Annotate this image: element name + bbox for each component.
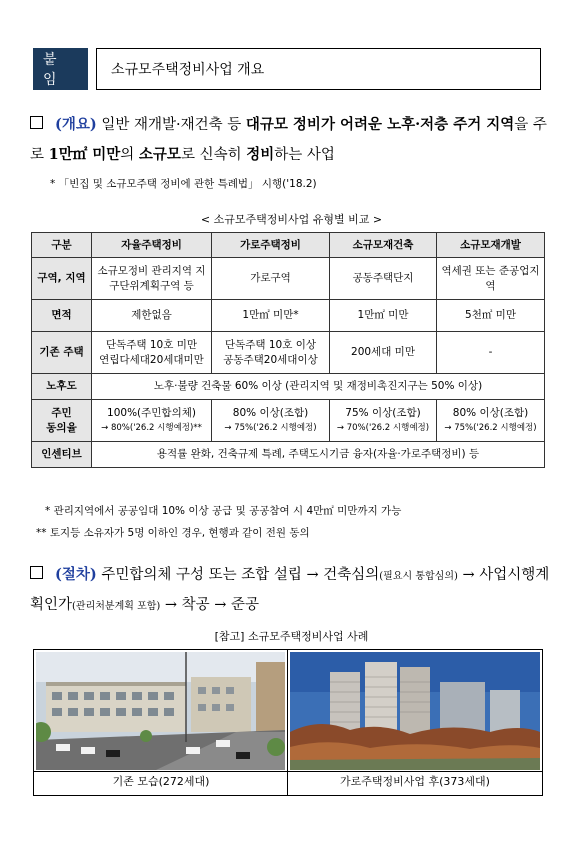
table-row bbox=[32, 332, 545, 374]
overview-bold: 1만㎡ 미만 bbox=[48, 146, 121, 163]
photo-caption: 가로주택정비사업 후(373세대) bbox=[340, 775, 490, 788]
overview-label: (개요) bbox=[55, 116, 97, 133]
row-header: 인센티브 bbox=[32, 442, 92, 468]
reference-caption: [참고] 소규모주택정비사업 사례 bbox=[214, 630, 369, 643]
cell-line: 단독주택 10호 미만 bbox=[105, 338, 198, 351]
procedure-label: (절차) bbox=[55, 566, 97, 583]
cell-line: → 75%('26.2 시행예정) bbox=[444, 422, 537, 433]
procedure-section bbox=[30, 560, 550, 621]
cell-line: → 80%('26.2 시행예정)** bbox=[101, 422, 202, 433]
overview-text: 하는 사업 bbox=[274, 147, 335, 163]
cell-line: 80% 이상(조합) bbox=[452, 406, 529, 419]
cell-line: → 75%('26.2 시행예정) bbox=[224, 422, 317, 433]
table-row bbox=[32, 442, 545, 468]
row-header-line: 동의율 bbox=[46, 421, 77, 434]
table-caption: < 소규모주택정비사업 유형별 비교 > bbox=[200, 213, 383, 226]
table-cell: 5천㎡ 미만 bbox=[437, 300, 545, 332]
procedure-text: → 사업시행계획인가 bbox=[30, 567, 550, 613]
table-cell bbox=[212, 400, 330, 442]
header-title: 소규모주택정비사업 개요 bbox=[96, 48, 541, 90]
table-cell: 1만㎡ 미만 bbox=[330, 300, 437, 332]
table-header: 가로주택정비 bbox=[212, 233, 330, 258]
table-cell: 공동주택단지 bbox=[330, 258, 437, 300]
overview-bold: 소규모 bbox=[138, 146, 181, 163]
old-apartment-photo-icon bbox=[36, 652, 285, 770]
table-header: 구분 bbox=[32, 233, 92, 258]
row-header: 기존 주택 bbox=[32, 332, 92, 374]
row-header: 구역, 지역 bbox=[32, 258, 92, 300]
table-cell: 노후·불량 건축물 60% 이상 (관리지역 및 재정비촉진지구는 50% 이상) bbox=[92, 374, 545, 400]
photo-frame bbox=[33, 649, 543, 796]
overview-bold: 정비 bbox=[246, 146, 275, 163]
table-row bbox=[32, 400, 545, 442]
overview-section bbox=[30, 110, 550, 170]
table-cell: 가로구역 bbox=[212, 258, 330, 300]
cell-line: 연립다세대20세대미만 bbox=[99, 353, 204, 366]
law-note: * 「빈집 및 소규모주택 정비에 관한 특례법」 시행('18.2) bbox=[50, 178, 317, 190]
table-cell bbox=[92, 332, 212, 374]
comparison-table bbox=[31, 232, 545, 468]
overview-text: 로 신속히 bbox=[180, 147, 247, 163]
header bbox=[33, 48, 541, 90]
table-cell bbox=[437, 400, 545, 442]
row-header: 노후도 bbox=[32, 374, 92, 400]
attachment-tag: 붙 임 bbox=[33, 48, 88, 90]
table-cell: 제한없음 bbox=[92, 300, 212, 332]
row-header-line: 주민 bbox=[51, 406, 72, 419]
overview-text: 일반 재개발·재건축 등 bbox=[96, 117, 246, 133]
table-row bbox=[32, 258, 545, 300]
table-header-row bbox=[32, 233, 545, 258]
table-cell: 200세대 미만 bbox=[330, 332, 437, 374]
photo-caption: 기존 모습(272세대) bbox=[112, 775, 210, 788]
table-cell: 용적률 완화, 건축규제 특례, 주택도시기금 융자(자율·가로주택정비) 등 bbox=[92, 442, 545, 468]
procedure-text: → 착공 → 준공 bbox=[160, 597, 260, 613]
table-cell: 소규모정비 관리지역 지구단위계획구역 등 bbox=[92, 258, 212, 300]
table-header: 소규모재개발 bbox=[437, 233, 545, 258]
cell-line: 80% 이상(조합) bbox=[232, 406, 309, 419]
procedure-text: 주민합의체 구성 또는 조합 설립 → 건축심의 bbox=[96, 567, 380, 583]
footnote: ** 토지등 소유자가 5명 이하인 경우, 현행과 같이 전원 동의 bbox=[36, 527, 310, 539]
procedure-note: (필요시 통합심의) bbox=[379, 571, 458, 582]
checkbox-square-icon bbox=[30, 116, 43, 129]
procedure-note: (관리처분계획 포함) bbox=[72, 601, 161, 612]
table-cell bbox=[212, 332, 330, 374]
checkbox-square-icon bbox=[30, 566, 43, 579]
overview-bold: 대규모 정비가 어려운 노후·저층 주거 지역 bbox=[245, 116, 515, 133]
row-header: 면적 bbox=[32, 300, 92, 332]
cell-line: 100%(주민합의체) bbox=[107, 406, 196, 419]
cell-line: → 70%('26.2 시행예정) bbox=[336, 422, 430, 433]
new-apartment-photo-icon bbox=[290, 652, 540, 770]
table-cell: 1만㎡ 미만* bbox=[212, 300, 330, 332]
footnote: * 관리지역에서 공공임대 10% 이상 공급 및 공공참여 시 4만㎡ 미만까지 가능 bbox=[45, 505, 402, 517]
table-cell bbox=[330, 400, 437, 442]
table-cell: - bbox=[437, 332, 545, 374]
table-cell: 역세권 또는 준공업지역 bbox=[437, 258, 545, 300]
table-row bbox=[32, 374, 545, 400]
cell-line: 단독주택 10호 이상 bbox=[224, 338, 317, 351]
table-row bbox=[32, 300, 545, 332]
table-header: 자율주택정비 bbox=[92, 233, 212, 258]
table-cell bbox=[92, 400, 212, 442]
cell-line: 공동주택20세대이상 bbox=[223, 353, 318, 366]
row-header bbox=[32, 400, 92, 442]
table-header: 소규모재건축 bbox=[330, 233, 437, 258]
overview-text: 의 bbox=[120, 147, 139, 163]
overview-text: 을 주로 bbox=[30, 117, 547, 163]
cell-line: 75% 이상(조합) bbox=[345, 406, 421, 419]
